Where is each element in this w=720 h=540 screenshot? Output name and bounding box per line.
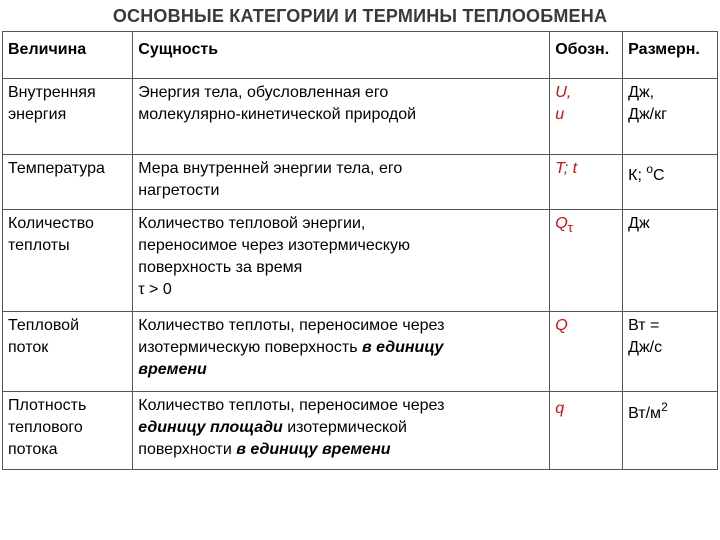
emphasis-text: в единицу времени [236,441,391,458]
unit-superscript: 2 [661,400,668,414]
description-line: поверхность за время [138,259,303,276]
unit-cell [623,312,718,392]
symbol-subscript: τ [567,220,573,235]
quantity-line: поток [8,339,49,356]
description-text: поверхности [138,441,237,458]
symbol-line: u [555,106,565,123]
unit-text: С [653,167,665,184]
table-row [3,155,718,210]
symbol-line: U, [555,84,572,101]
table-row [3,312,718,392]
quantity-cell [3,79,133,155]
description-line: Количество теплоты, переносимое через [138,317,445,334]
page-title: ОСНОВНЫЕ КАТЕГОРИИ И ТЕРМИНЫ ТЕПЛООБМЕНА [112,6,608,26]
quantity-line: Количество [8,215,94,232]
table-header-row [3,32,718,79]
header-quantity: Величина [3,32,133,79]
quantity-cell [3,155,133,210]
unit-line: Дж/с [628,339,663,356]
unit-text: Дж [628,215,650,232]
emphasis-text: в единицу [362,339,444,356]
emphasis-line: времени [138,361,207,378]
description-line [138,439,544,461]
quantity-line: теплового [8,419,83,436]
quantity-line: энергия [8,106,67,123]
header-description: Сущность [133,32,550,79]
description-cell [133,392,550,470]
unit-cell [623,210,718,312]
symbol-cell [550,79,623,155]
description-cell [133,312,550,392]
symbol-cell [550,210,623,312]
unit-cell [623,79,718,155]
unit-line: Дж, [628,84,655,101]
quantity-line: Температура [8,160,105,177]
symbol-text: q [555,400,565,417]
description-line: τ > 0 [138,281,172,298]
description-line: переносимое через изотермическую [138,237,410,254]
description-line: Количество теплоты, переносимое через [138,397,445,414]
description-line [138,337,544,359]
terms-table [2,31,718,470]
header-symbol: Обозн. [550,32,623,79]
description-cell [133,79,550,155]
symbol-cell [550,155,623,210]
unit-line: Дж/кг [628,106,667,123]
emphasis-text: единицу площади [138,419,283,436]
quantity-cell [3,392,133,470]
description-line: молекулярно-кинетической природой [138,106,417,123]
unit-text: К; [628,167,647,184]
description-cell [133,155,550,210]
table-row [3,79,718,155]
quantity-cell [3,210,133,312]
description-line: Количество тепловой энергии, [138,215,366,232]
description-line: Энергия тела, обусловленная его [138,84,389,101]
degree-superscript: o [646,162,654,176]
description-text: изотермическую поверхность [138,339,363,356]
unit-cell [623,392,718,470]
description-line: Мера внутренней энергии тела, его [138,160,403,177]
description-text: изотермической [282,419,407,436]
quantity-line: Плотность [8,397,87,414]
description-line [138,417,544,439]
quantity-line: Внутренняя [8,84,96,101]
quantity-line: Тепловой [8,317,80,334]
table-row [3,392,718,470]
quantity-cell [3,312,133,392]
quantity-line: теплоты [8,237,70,254]
symbol-text: T; t [555,160,578,177]
table-row [3,210,718,312]
description-cell [133,210,550,312]
description-line: нагретости [138,182,220,199]
symbol-text: Q [555,317,568,334]
symbol-cell [550,312,623,392]
unit-text: Вт/м [628,405,662,422]
header-unit: Размерн. [623,32,718,79]
symbol-cell [550,392,623,470]
unit-line: Вт = [628,317,660,334]
unit-cell [623,155,718,210]
symbol-text: Q [555,215,568,232]
quantity-line: потока [8,441,58,458]
